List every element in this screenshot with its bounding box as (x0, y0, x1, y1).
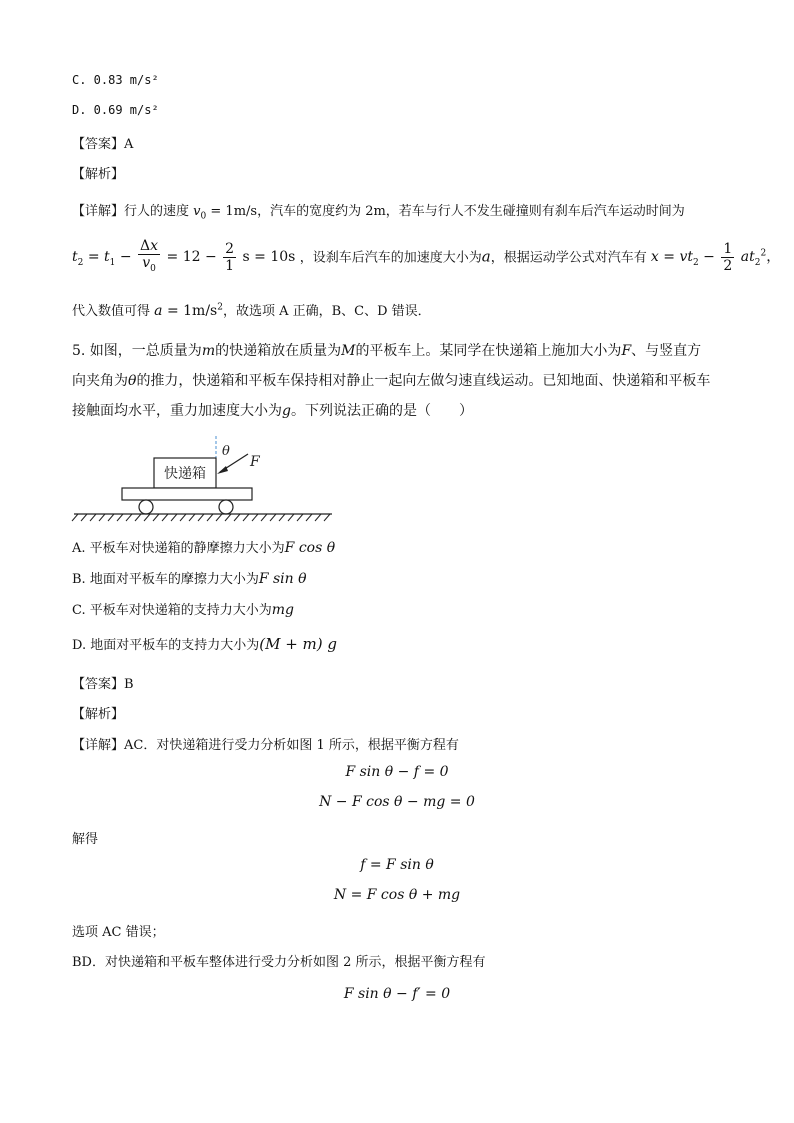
q5-option-d: D. 地面对平板车的支持力大小为(M + m) g (72, 635, 337, 653)
q5-stem-line3: 接触面均水平，重力加速度大小为g。下列说法正确的是（ ） (72, 403, 473, 419)
theta-label: θ (222, 444, 230, 459)
q5-option-a: A. 平板车对快递箱的静摩擦力大小为F cos θ (72, 540, 336, 556)
q4-analysis-label: 【解析】 (72, 167, 125, 182)
t2-expr: $t_2 = t_1$ − $\frac{\Delta x}{v_0}$ = 12 − $\frac{2}{1}$ s = 10s (72, 238, 300, 274)
ground-hatching (72, 514, 330, 521)
q5-stem-line1: 5. 如图，一总质量为m的快递箱放在质量为M的平板车上。某同学在快递箱上施加大小为F、与竖直方 (72, 343, 702, 359)
v0-expr: $v_0 = 1m/s$ (193, 204, 258, 222)
q5-answer: 【答案】B (72, 677, 134, 692)
flatbed-cart (122, 488, 252, 500)
equation-4: N = F cos θ + mg (333, 887, 461, 903)
cart-wheel-left (139, 500, 153, 514)
q5-stem-line2: 向夹角为θ的推力，快递箱和平板车保持相对静止一起向左做匀速直线运动。已知地面、快递箱和平板车 (72, 373, 711, 389)
q5-option-c: C. 平板车对快递箱的支持力大小为mg (72, 602, 294, 618)
kinematics-expr: $x = vt_2$ − $\frac{1}{2}$ $at_2^2$， (650, 240, 781, 274)
equation-3: f = F sin θ (360, 857, 434, 873)
cart-figure (70, 432, 340, 524)
q4-detail-line3: 代入数值可得 $a = 1m/s^2$，故选项 A 正确，B、C、D 错误． (72, 302, 431, 319)
accel-value: $a = 1m/s^2$ (154, 302, 223, 319)
option-c-prev: C. 0.83 m/s² (72, 73, 159, 87)
option-d-prev: D. 0.69 m/s² (72, 103, 159, 117)
force-arrowhead (217, 466, 228, 474)
q4-detail-line2: $t_2 = t_1$ − $\frac{\Delta x}{v_0}$ = 12 − $\frac{2}{1}$ s = 10s ，设刹车后汽车的加速度大小为a，根据运动学公式对汽车有 $x = vt_2$ − $\frac{1}{2}$ $at_2^2$， (72, 238, 781, 274)
equation-1: F sin θ − f = 0 (345, 764, 449, 780)
q5-option-b: B. 地面对平板车的摩擦力大小为F sin θ (72, 571, 307, 587)
cart-wheel-right (219, 500, 233, 514)
q4-answer: 【答案】A (72, 137, 134, 152)
q5-detail-bd: BD．对快递箱和平板车整体进行受力分析如图 2 所示，根据平衡方程有 (72, 955, 486, 970)
ac-wrong-note: 选项 AC 错误； (72, 925, 165, 940)
parcel-box-label: 快递箱 (164, 466, 206, 482)
equation-5: F sin θ − f′ = 0 (343, 986, 451, 1002)
q5-detail-ac: 【详解】AC．对快递箱进行受力分析如图 1 所示，根据平衡方程有 (72, 738, 459, 753)
force-label: F (250, 454, 260, 470)
solve-label: 解得 (72, 832, 99, 847)
q5-analysis-label: 【解析】 (72, 707, 125, 722)
q4-detail-line1: 【详解】行人的速度 $v_0 = 1m/s$，汽车的宽度约为 2m，若车与行人不发生碰撞则有刹车后汽车运动时间为 (72, 204, 685, 222)
equation-2: N − F cos θ − mg = 0 (319, 794, 475, 810)
